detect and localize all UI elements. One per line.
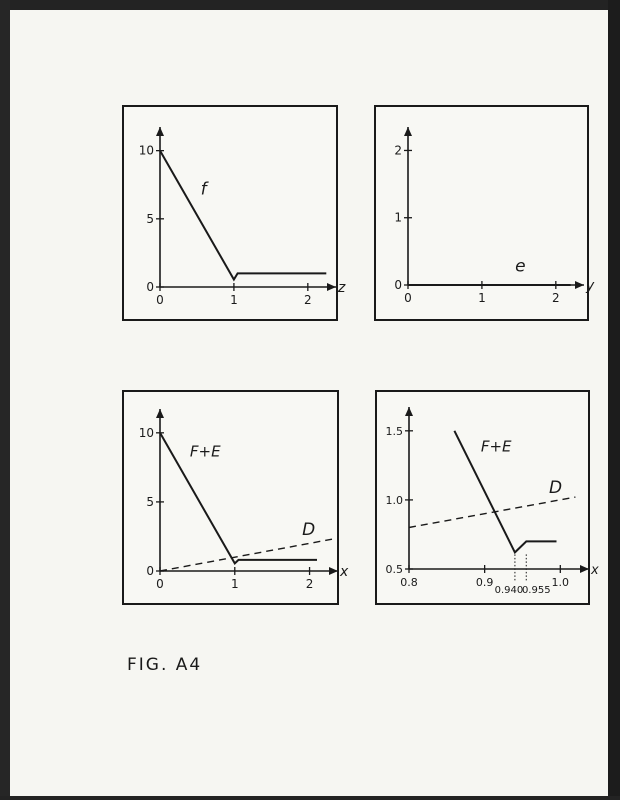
x-axis-label: y [586,278,595,294]
series-line-d [409,497,575,527]
y-axis-arrow [156,127,164,136]
y-tick-label: 5 [146,494,154,509]
scan-border-top [0,0,620,10]
y-tick-label: 2 [394,143,402,158]
x-tick-label: 0 [404,291,412,305]
chart-panel-e [374,105,595,321]
y-tick-label: 5 [146,211,154,226]
series-line-d [160,539,332,571]
callout-value-label: 0.955 [521,585,551,596]
chart-panel-zoom [375,390,599,605]
chart-panel-f-plus-e [122,390,349,605]
series-annotation-label: D [548,478,563,498]
scan-border-left [0,0,10,800]
y-tick-label: 1 [394,210,402,225]
y-tick-label: 10 [138,425,154,440]
y-tick-label: 0.5 [385,563,403,576]
x-tick-label: 1.0 [551,576,570,589]
y-tick-label: 0 [146,564,154,578]
x-tick-label: 2 [305,577,314,591]
y-tick-label: 1.5 [385,424,403,438]
chart-panel-f [122,105,346,321]
y-tick-label: 1.0 [385,493,403,507]
series-annotation-label: F+E [189,442,221,461]
y-axis-arrow [404,127,412,136]
x-axis-label: x [591,563,599,578]
scan-border-bottom [0,796,620,800]
x-axis-arrow [575,281,584,289]
x-tick-label: 0 [156,577,164,591]
y-tick-label: 0 [146,280,154,294]
x-tick-label: 1 [478,291,486,305]
x-axis-label: z [338,280,346,296]
y-axis-arrow [156,409,164,418]
chart-fe-svg [124,392,349,603]
x-tick-label: 1 [230,577,239,591]
series-annotation-label: f [200,179,207,200]
y-tick-label: 10 [138,143,154,158]
series-line-f [160,151,326,280]
x-tick-label: 2 [552,291,560,305]
y-axis-arrow [405,407,413,416]
chart-f-svg [124,107,346,319]
x-tick-label: 0.8 [400,576,418,589]
x-tick-label: 0 [156,293,164,307]
chart-e-svg [376,107,595,319]
x-axis-arrow [329,567,338,575]
series-annotation-label: F+E [480,437,512,456]
x-axis-arrow [580,565,589,573]
x-tick-label: 1 [230,293,238,307]
x-axis-label: x [340,564,349,580]
callout-value-label: 0.940 [494,585,524,596]
series-annotation-label: D [302,520,316,541]
series-line-fe [160,433,317,564]
x-tick-label: 2 [304,293,312,307]
x-axis-arrow [327,283,336,291]
figure-label: FIG. A4 [127,655,203,675]
scan-border-right [608,0,620,800]
series-annotation-label: e [515,256,526,277]
chart-zoom-svg [377,392,599,603]
x-tick-label: 0.9 [475,576,494,589]
y-tick-label: 0 [394,278,402,292]
